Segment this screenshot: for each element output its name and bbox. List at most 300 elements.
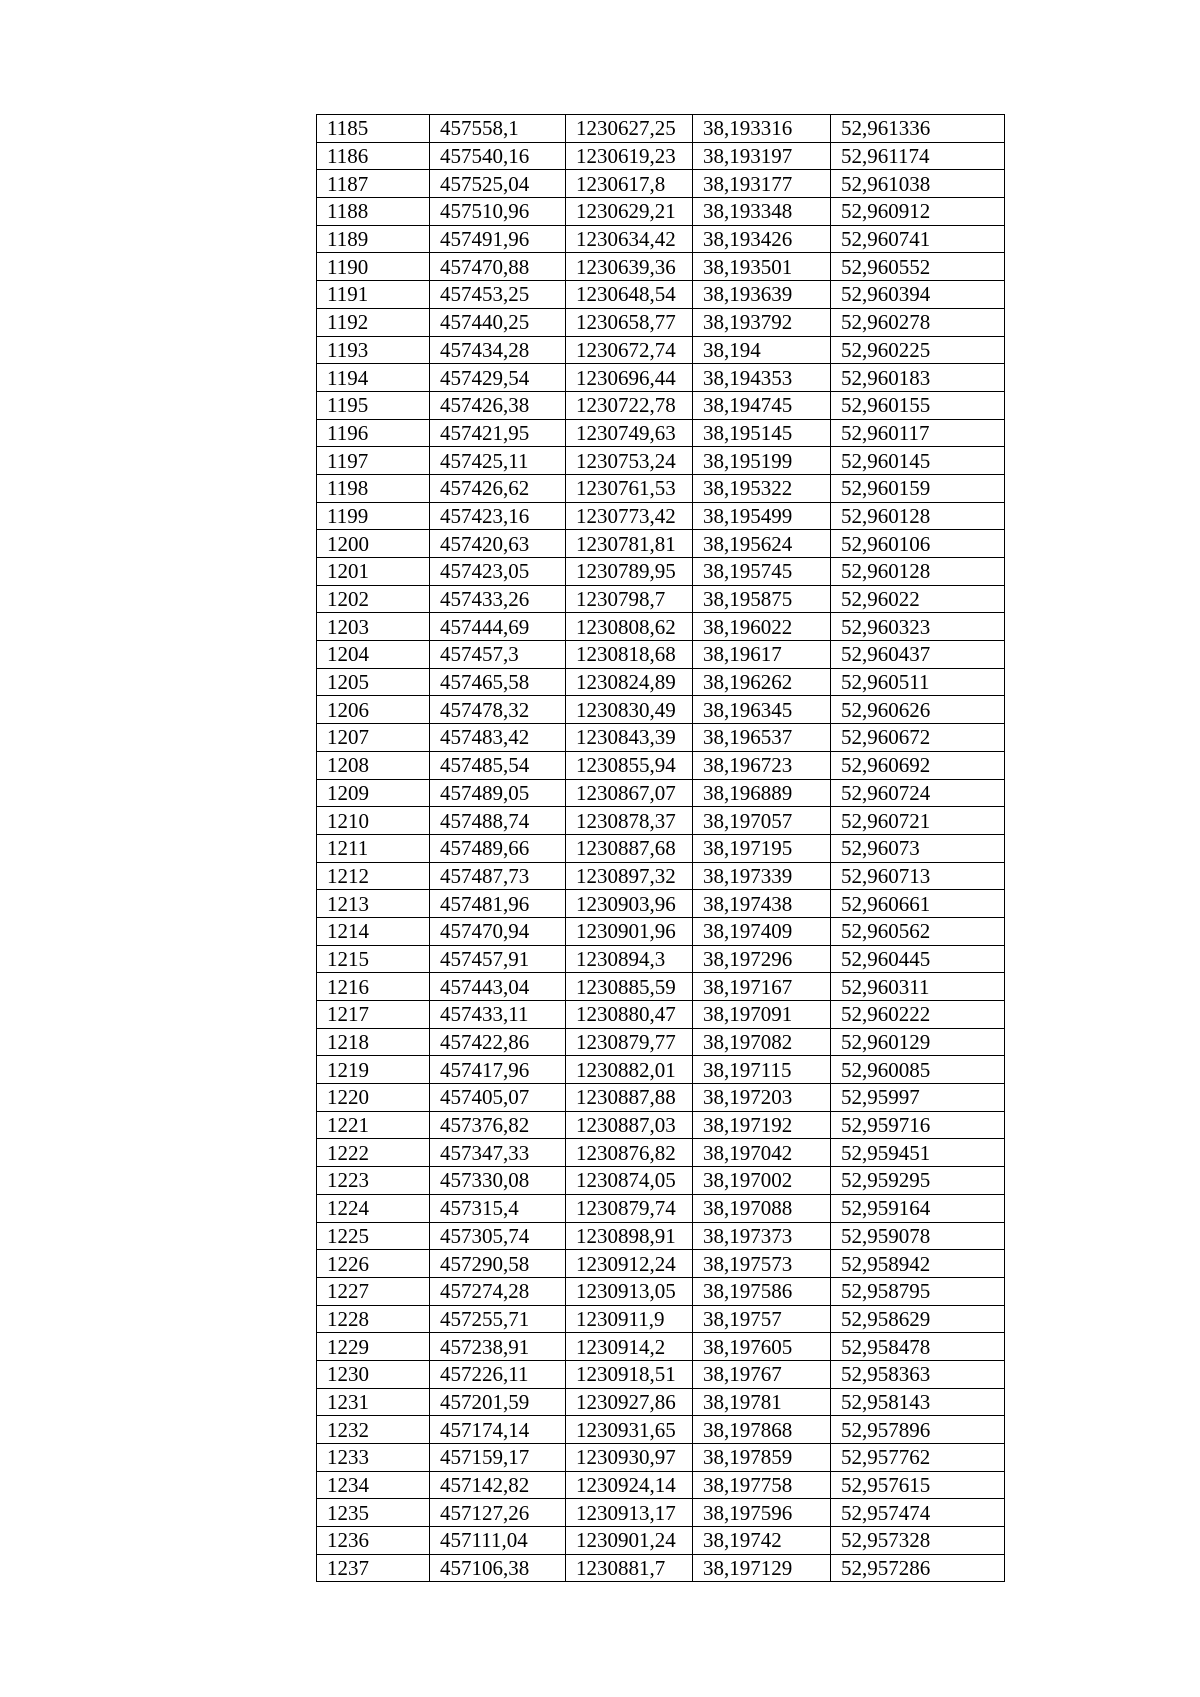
y-coordinate-cell: 1230887,03 xyxy=(566,1111,693,1139)
table-row xyxy=(317,474,1005,502)
y-coordinate-cell: 1230658,77 xyxy=(566,308,693,336)
table-row xyxy=(317,1001,1005,1029)
x-coordinate-cell: 457420,63 xyxy=(430,530,566,558)
longitude-cell: 38,19617 xyxy=(693,641,831,669)
point-number-cell: 1222 xyxy=(317,1139,430,1167)
latitude-cell: 52,959164 xyxy=(831,1194,1005,1222)
point-number-cell: 1201 xyxy=(317,558,430,586)
x-coordinate-cell: 457433,26 xyxy=(430,585,566,613)
point-number-cell: 1219 xyxy=(317,1056,430,1084)
latitude-cell: 52,960626 xyxy=(831,696,1005,724)
longitude-cell: 38,195745 xyxy=(693,558,831,586)
latitude-cell: 52,960225 xyxy=(831,336,1005,364)
table-row xyxy=(317,364,1005,392)
table-row xyxy=(317,1167,1005,1195)
y-coordinate-cell: 1230912,24 xyxy=(566,1250,693,1278)
y-coordinate-cell: 1230722,78 xyxy=(566,391,693,419)
latitude-cell: 52,960672 xyxy=(831,724,1005,752)
table-row xyxy=(317,834,1005,862)
latitude-cell: 52,96073 xyxy=(831,834,1005,862)
point-number-cell: 1197 xyxy=(317,447,430,475)
table-row xyxy=(317,1416,1005,1444)
longitude-cell: 38,193197 xyxy=(693,142,831,170)
longitude-cell: 38,197115 xyxy=(693,1056,831,1084)
x-coordinate-cell: 457485,54 xyxy=(430,751,566,779)
point-number-cell: 1192 xyxy=(317,308,430,336)
point-number-cell: 1204 xyxy=(317,641,430,669)
point-number-cell: 1223 xyxy=(317,1167,430,1195)
table-row xyxy=(317,1305,1005,1333)
longitude-cell: 38,196262 xyxy=(693,668,831,696)
point-number-cell: 1203 xyxy=(317,613,430,641)
latitude-cell: 52,958143 xyxy=(831,1388,1005,1416)
point-number-cell: 1218 xyxy=(317,1028,430,1056)
latitude-cell: 52,960106 xyxy=(831,530,1005,558)
x-coordinate-cell: 457483,42 xyxy=(430,724,566,752)
x-coordinate-cell: 457255,71 xyxy=(430,1305,566,1333)
y-coordinate-cell: 1230930,97 xyxy=(566,1444,693,1472)
latitude-cell: 52,958795 xyxy=(831,1277,1005,1305)
y-coordinate-cell: 1230901,96 xyxy=(566,917,693,945)
x-coordinate-cell: 457159,17 xyxy=(430,1444,566,1472)
latitude-cell: 52,960145 xyxy=(831,447,1005,475)
latitude-cell: 52,960183 xyxy=(831,364,1005,392)
table-row xyxy=(317,1277,1005,1305)
point-number-cell: 1199 xyxy=(317,502,430,530)
longitude-cell: 38,197573 xyxy=(693,1250,831,1278)
y-coordinate-cell: 1230918,51 xyxy=(566,1360,693,1388)
y-coordinate-cell: 1230629,21 xyxy=(566,198,693,226)
x-coordinate-cell: 457426,62 xyxy=(430,474,566,502)
y-coordinate-cell: 1230897,32 xyxy=(566,862,693,890)
table-row xyxy=(317,225,1005,253)
latitude-cell: 52,960222 xyxy=(831,1001,1005,1029)
point-number-cell: 1227 xyxy=(317,1277,430,1305)
x-coordinate-cell: 457429,54 xyxy=(430,364,566,392)
longitude-cell: 38,196889 xyxy=(693,779,831,807)
x-coordinate-cell: 457422,86 xyxy=(430,1028,566,1056)
longitude-cell: 38,197167 xyxy=(693,973,831,1001)
point-number-cell: 1214 xyxy=(317,917,430,945)
x-coordinate-cell: 457405,07 xyxy=(430,1084,566,1112)
y-coordinate-cell: 1230913,17 xyxy=(566,1499,693,1527)
table-row xyxy=(317,1471,1005,1499)
table-row xyxy=(317,1084,1005,1112)
x-coordinate-cell: 457330,08 xyxy=(430,1167,566,1195)
longitude-cell: 38,197088 xyxy=(693,1194,831,1222)
table-row xyxy=(317,1250,1005,1278)
y-coordinate-cell: 1230913,05 xyxy=(566,1277,693,1305)
point-number-cell: 1195 xyxy=(317,391,430,419)
longitude-cell: 38,195875 xyxy=(693,585,831,613)
longitude-cell: 38,197373 xyxy=(693,1222,831,1250)
longitude-cell: 38,19742 xyxy=(693,1527,831,1555)
table-row xyxy=(317,1056,1005,1084)
y-coordinate-cell: 1230931,65 xyxy=(566,1416,693,1444)
longitude-cell: 38,193348 xyxy=(693,198,831,226)
longitude-cell: 38,193426 xyxy=(693,225,831,253)
x-coordinate-cell: 457487,73 xyxy=(430,862,566,890)
longitude-cell: 38,193177 xyxy=(693,170,831,198)
x-coordinate-cell: 457491,96 xyxy=(430,225,566,253)
point-number-cell: 1217 xyxy=(317,1001,430,1029)
longitude-cell: 38,197339 xyxy=(693,862,831,890)
y-coordinate-cell: 1230878,37 xyxy=(566,807,693,835)
latitude-cell: 52,959295 xyxy=(831,1167,1005,1195)
table-row xyxy=(317,751,1005,779)
latitude-cell: 52,957286 xyxy=(831,1554,1005,1582)
latitude-cell: 52,960129 xyxy=(831,1028,1005,1056)
latitude-cell: 52,960912 xyxy=(831,198,1005,226)
point-number-cell: 1188 xyxy=(317,198,430,226)
y-coordinate-cell: 1230639,36 xyxy=(566,253,693,281)
latitude-cell: 52,96022 xyxy=(831,585,1005,613)
y-coordinate-cell: 1230749,63 xyxy=(566,419,693,447)
table-row xyxy=(317,585,1005,613)
table-row xyxy=(317,170,1005,198)
table-row xyxy=(317,142,1005,170)
y-coordinate-cell: 1230761,53 xyxy=(566,474,693,502)
point-number-cell: 1237 xyxy=(317,1554,430,1582)
point-number-cell: 1215 xyxy=(317,945,430,973)
longitude-cell: 38,197203 xyxy=(693,1084,831,1112)
y-coordinate-cell: 1230789,95 xyxy=(566,558,693,586)
table-row xyxy=(317,1499,1005,1527)
longitude-cell: 38,195322 xyxy=(693,474,831,502)
latitude-cell: 52,961038 xyxy=(831,170,1005,198)
longitude-cell: 38,194353 xyxy=(693,364,831,392)
y-coordinate-cell: 1230903,96 xyxy=(566,890,693,918)
x-coordinate-cell: 457174,14 xyxy=(430,1416,566,1444)
latitude-cell: 52,957474 xyxy=(831,1499,1005,1527)
x-coordinate-cell: 457510,96 xyxy=(430,198,566,226)
table-row xyxy=(317,1554,1005,1582)
y-coordinate-cell: 1230898,91 xyxy=(566,1222,693,1250)
point-number-cell: 1228 xyxy=(317,1305,430,1333)
longitude-cell: 38,193639 xyxy=(693,281,831,309)
point-number-cell: 1187 xyxy=(317,170,430,198)
y-coordinate-cell: 1230924,14 xyxy=(566,1471,693,1499)
latitude-cell: 52,960511 xyxy=(831,668,1005,696)
table-row xyxy=(317,613,1005,641)
point-number-cell: 1230 xyxy=(317,1360,430,1388)
y-coordinate-cell: 1230824,89 xyxy=(566,668,693,696)
longitude-cell: 38,19767 xyxy=(693,1360,831,1388)
y-coordinate-cell: 1230781,81 xyxy=(566,530,693,558)
latitude-cell: 52,960552 xyxy=(831,253,1005,281)
longitude-cell: 38,195145 xyxy=(693,419,831,447)
point-number-cell: 1186 xyxy=(317,142,430,170)
table-row xyxy=(317,973,1005,1001)
latitude-cell: 52,958942 xyxy=(831,1250,1005,1278)
x-coordinate-cell: 457290,58 xyxy=(430,1250,566,1278)
x-coordinate-cell: 457525,04 xyxy=(430,170,566,198)
y-coordinate-cell: 1230927,86 xyxy=(566,1388,693,1416)
y-coordinate-cell: 1230885,59 xyxy=(566,973,693,1001)
x-coordinate-cell: 457238,91 xyxy=(430,1333,566,1361)
latitude-cell: 52,960128 xyxy=(831,558,1005,586)
x-coordinate-cell: 457426,38 xyxy=(430,391,566,419)
table-row xyxy=(317,890,1005,918)
x-coordinate-cell: 457423,16 xyxy=(430,502,566,530)
y-coordinate-cell: 1230880,47 xyxy=(566,1001,693,1029)
table-row xyxy=(317,502,1005,530)
point-number-cell: 1211 xyxy=(317,834,430,862)
x-coordinate-cell: 457226,11 xyxy=(430,1360,566,1388)
table-row xyxy=(317,1194,1005,1222)
x-coordinate-cell: 457417,96 xyxy=(430,1056,566,1084)
longitude-cell: 38,195199 xyxy=(693,447,831,475)
point-number-cell: 1190 xyxy=(317,253,430,281)
point-number-cell: 1194 xyxy=(317,364,430,392)
table-row xyxy=(317,1222,1005,1250)
table-row xyxy=(317,1111,1005,1139)
table-row xyxy=(317,779,1005,807)
coordinates-table xyxy=(316,114,1005,1582)
point-number-cell: 1236 xyxy=(317,1527,430,1555)
point-number-cell: 1191 xyxy=(317,281,430,309)
x-coordinate-cell: 457440,25 xyxy=(430,308,566,336)
y-coordinate-cell: 1230696,44 xyxy=(566,364,693,392)
latitude-cell: 52,958629 xyxy=(831,1305,1005,1333)
y-coordinate-cell: 1230879,77 xyxy=(566,1028,693,1056)
y-coordinate-cell: 1230634,42 xyxy=(566,225,693,253)
table-row xyxy=(317,1527,1005,1555)
table-row xyxy=(317,668,1005,696)
table-row xyxy=(317,1388,1005,1416)
table-row xyxy=(317,917,1005,945)
longitude-cell: 38,195499 xyxy=(693,502,831,530)
longitude-cell: 38,197586 xyxy=(693,1277,831,1305)
x-coordinate-cell: 457457,3 xyxy=(430,641,566,669)
point-number-cell: 1224 xyxy=(317,1194,430,1222)
longitude-cell: 38,197409 xyxy=(693,917,831,945)
longitude-cell: 38,193792 xyxy=(693,308,831,336)
table-row xyxy=(317,198,1005,226)
latitude-cell: 52,960741 xyxy=(831,225,1005,253)
longitude-cell: 38,193501 xyxy=(693,253,831,281)
latitude-cell: 52,959716 xyxy=(831,1111,1005,1139)
point-number-cell: 1221 xyxy=(317,1111,430,1139)
table-row xyxy=(317,945,1005,973)
table-row xyxy=(317,641,1005,669)
point-number-cell: 1216 xyxy=(317,973,430,1001)
latitude-cell: 52,960721 xyxy=(831,807,1005,835)
y-coordinate-cell: 1230882,01 xyxy=(566,1056,693,1084)
longitude-cell: 38,194 xyxy=(693,336,831,364)
longitude-cell: 38,197192 xyxy=(693,1111,831,1139)
x-coordinate-cell: 457489,05 xyxy=(430,779,566,807)
point-number-cell: 1209 xyxy=(317,779,430,807)
point-number-cell: 1193 xyxy=(317,336,430,364)
y-coordinate-cell: 1230887,68 xyxy=(566,834,693,862)
latitude-cell: 52,960323 xyxy=(831,613,1005,641)
y-coordinate-cell: 1230843,39 xyxy=(566,724,693,752)
latitude-cell: 52,960311 xyxy=(831,973,1005,1001)
y-coordinate-cell: 1230901,24 xyxy=(566,1527,693,1555)
x-coordinate-cell: 457465,58 xyxy=(430,668,566,696)
x-coordinate-cell: 457127,26 xyxy=(430,1499,566,1527)
x-coordinate-cell: 457376,82 xyxy=(430,1111,566,1139)
y-coordinate-cell: 1230619,23 xyxy=(566,142,693,170)
latitude-cell: 52,95997 xyxy=(831,1084,1005,1112)
y-coordinate-cell: 1230881,7 xyxy=(566,1554,693,1582)
longitude-cell: 38,197129 xyxy=(693,1554,831,1582)
point-number-cell: 1210 xyxy=(317,807,430,835)
x-coordinate-cell: 457423,05 xyxy=(430,558,566,586)
table-row xyxy=(317,807,1005,835)
point-number-cell: 1235 xyxy=(317,1499,430,1527)
longitude-cell: 38,197057 xyxy=(693,807,831,835)
latitude-cell: 52,960692 xyxy=(831,751,1005,779)
longitude-cell: 38,19757 xyxy=(693,1305,831,1333)
point-number-cell: 1220 xyxy=(317,1084,430,1112)
x-coordinate-cell: 457106,38 xyxy=(430,1554,566,1582)
x-coordinate-cell: 457453,25 xyxy=(430,281,566,309)
point-number-cell: 1207 xyxy=(317,724,430,752)
x-coordinate-cell: 457489,66 xyxy=(430,834,566,862)
longitude-cell: 38,197091 xyxy=(693,1001,831,1029)
x-coordinate-cell: 457433,11 xyxy=(430,1001,566,1029)
point-number-cell: 1234 xyxy=(317,1471,430,1499)
y-coordinate-cell: 1230855,94 xyxy=(566,751,693,779)
x-coordinate-cell: 457425,11 xyxy=(430,447,566,475)
y-coordinate-cell: 1230914,2 xyxy=(566,1333,693,1361)
x-coordinate-cell: 457481,96 xyxy=(430,890,566,918)
x-coordinate-cell: 457201,59 xyxy=(430,1388,566,1416)
longitude-cell: 38,197002 xyxy=(693,1167,831,1195)
x-coordinate-cell: 457111,04 xyxy=(430,1527,566,1555)
point-number-cell: 1189 xyxy=(317,225,430,253)
point-number-cell: 1202 xyxy=(317,585,430,613)
longitude-cell: 38,197868 xyxy=(693,1416,831,1444)
x-coordinate-cell: 457444,69 xyxy=(430,613,566,641)
point-number-cell: 1226 xyxy=(317,1250,430,1278)
longitude-cell: 38,197042 xyxy=(693,1139,831,1167)
point-number-cell: 1208 xyxy=(317,751,430,779)
latitude-cell: 52,960117 xyxy=(831,419,1005,447)
point-number-cell: 1185 xyxy=(317,115,430,143)
y-coordinate-cell: 1230830,49 xyxy=(566,696,693,724)
x-coordinate-cell: 457421,95 xyxy=(430,419,566,447)
y-coordinate-cell: 1230808,62 xyxy=(566,613,693,641)
x-coordinate-cell: 457470,94 xyxy=(430,917,566,945)
point-number-cell: 1212 xyxy=(317,862,430,890)
longitude-cell: 38,197596 xyxy=(693,1499,831,1527)
y-coordinate-cell: 1230911,9 xyxy=(566,1305,693,1333)
x-coordinate-cell: 457470,88 xyxy=(430,253,566,281)
point-number-cell: 1232 xyxy=(317,1416,430,1444)
longitude-cell: 38,193316 xyxy=(693,115,831,143)
table-row xyxy=(317,253,1005,281)
x-coordinate-cell: 457478,32 xyxy=(430,696,566,724)
table-row xyxy=(317,1028,1005,1056)
point-number-cell: 1198 xyxy=(317,474,430,502)
point-number-cell: 1229 xyxy=(317,1333,430,1361)
y-coordinate-cell: 1230876,82 xyxy=(566,1139,693,1167)
x-coordinate-cell: 457558,1 xyxy=(430,115,566,143)
latitude-cell: 52,961336 xyxy=(831,115,1005,143)
y-coordinate-cell: 1230627,25 xyxy=(566,115,693,143)
table-row xyxy=(317,696,1005,724)
latitude-cell: 52,958478 xyxy=(831,1333,1005,1361)
x-coordinate-cell: 457142,82 xyxy=(430,1471,566,1499)
point-number-cell: 1213 xyxy=(317,890,430,918)
y-coordinate-cell: 1230672,74 xyxy=(566,336,693,364)
latitude-cell: 52,960155 xyxy=(831,391,1005,419)
latitude-cell: 52,957896 xyxy=(831,1416,1005,1444)
x-coordinate-cell: 457347,33 xyxy=(430,1139,566,1167)
longitude-cell: 38,194745 xyxy=(693,391,831,419)
y-coordinate-cell: 1230753,24 xyxy=(566,447,693,475)
longitude-cell: 38,197082 xyxy=(693,1028,831,1056)
point-number-cell: 1233 xyxy=(317,1444,430,1472)
y-coordinate-cell: 1230879,74 xyxy=(566,1194,693,1222)
y-coordinate-cell: 1230648,54 xyxy=(566,281,693,309)
latitude-cell: 52,957762 xyxy=(831,1444,1005,1472)
y-coordinate-cell: 1230818,68 xyxy=(566,641,693,669)
table-row xyxy=(317,391,1005,419)
latitude-cell: 52,959078 xyxy=(831,1222,1005,1250)
latitude-cell: 52,960437 xyxy=(831,641,1005,669)
point-number-cell: 1196 xyxy=(317,419,430,447)
table-row xyxy=(317,862,1005,890)
latitude-cell: 52,960394 xyxy=(831,281,1005,309)
y-coordinate-cell: 1230874,05 xyxy=(566,1167,693,1195)
table-row xyxy=(317,308,1005,336)
latitude-cell: 52,957328 xyxy=(831,1527,1005,1555)
y-coordinate-cell: 1230617,8 xyxy=(566,170,693,198)
longitude-cell: 38,195624 xyxy=(693,530,831,558)
latitude-cell: 52,960445 xyxy=(831,945,1005,973)
longitude-cell: 38,197195 xyxy=(693,834,831,862)
longitude-cell: 38,197758 xyxy=(693,1471,831,1499)
latitude-cell: 52,960128 xyxy=(831,502,1005,530)
table-row xyxy=(317,530,1005,558)
table-row xyxy=(317,419,1005,447)
latitude-cell: 52,960278 xyxy=(831,308,1005,336)
longitude-cell: 38,19781 xyxy=(693,1388,831,1416)
table-row xyxy=(317,1444,1005,1472)
x-coordinate-cell: 457315,4 xyxy=(430,1194,566,1222)
longitude-cell: 38,197605 xyxy=(693,1333,831,1361)
point-number-cell: 1200 xyxy=(317,530,430,558)
table-row xyxy=(317,447,1005,475)
y-coordinate-cell: 1230798,7 xyxy=(566,585,693,613)
x-coordinate-cell: 457540,16 xyxy=(430,142,566,170)
table-row xyxy=(317,115,1005,143)
table-row xyxy=(317,336,1005,364)
x-coordinate-cell: 457457,91 xyxy=(430,945,566,973)
latitude-cell: 52,960562 xyxy=(831,917,1005,945)
y-coordinate-cell: 1230867,07 xyxy=(566,779,693,807)
point-number-cell: 1205 xyxy=(317,668,430,696)
latitude-cell: 52,959451 xyxy=(831,1139,1005,1167)
point-number-cell: 1206 xyxy=(317,696,430,724)
latitude-cell: 52,960661 xyxy=(831,890,1005,918)
x-coordinate-cell: 457274,28 xyxy=(430,1277,566,1305)
longitude-cell: 38,196022 xyxy=(693,613,831,641)
latitude-cell: 52,960085 xyxy=(831,1056,1005,1084)
point-number-cell: 1225 xyxy=(317,1222,430,1250)
x-coordinate-cell: 457434,28 xyxy=(430,336,566,364)
x-coordinate-cell: 457488,74 xyxy=(430,807,566,835)
point-number-cell: 1231 xyxy=(317,1388,430,1416)
latitude-cell: 52,960724 xyxy=(831,779,1005,807)
y-coordinate-cell: 1230773,42 xyxy=(566,502,693,530)
coordinates-table-body xyxy=(317,115,1005,1582)
x-coordinate-cell: 457305,74 xyxy=(430,1222,566,1250)
